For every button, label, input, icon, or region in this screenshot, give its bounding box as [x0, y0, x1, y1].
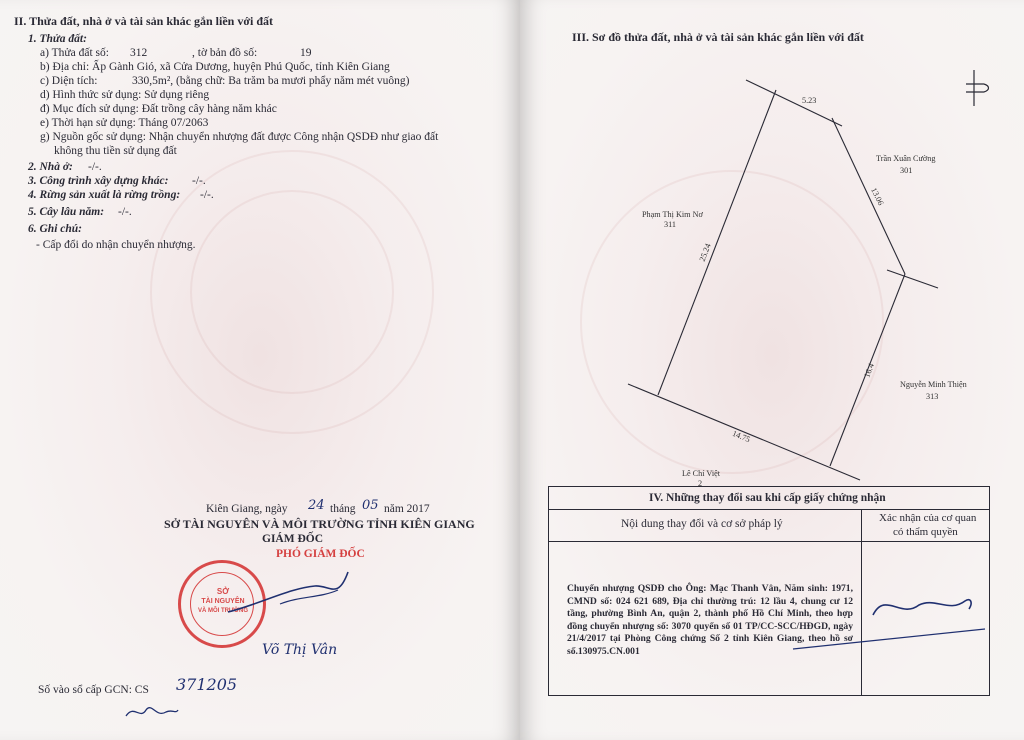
area-label: c) Diện tích:: [40, 75, 98, 87]
length-northeast: 13.06: [869, 186, 886, 207]
length-top: 5.23: [802, 96, 817, 105]
date-month-label: tháng: [330, 503, 356, 515]
changes-table-header: [549, 487, 989, 510]
parcel-number: 312: [130, 47, 148, 59]
house-value: -/-.: [88, 161, 102, 173]
parcel-boundary-northeast: [832, 118, 905, 274]
parcel-boundary-west: [658, 90, 776, 395]
length-west: 25.24: [697, 242, 713, 263]
land-heading: 1. Thửa đất:: [28, 33, 87, 45]
origin-line-1: g) Nguồn gốc sử dụng: Nhận chuyển nhượng đất được Công nhận QSDĐ như giao đất: [40, 131, 439, 143]
deputy-director-title: PHÓ GIÁM ĐỐC: [276, 548, 365, 560]
date-day: 24: [308, 498, 325, 513]
use-purpose: đ) Mục đích sử dụng: Đất trồng cây hàng năm khác: [40, 103, 277, 115]
registry-number: 371205: [176, 675, 238, 694]
length-south: 14.75: [730, 428, 752, 445]
parcel-boundary-top: [746, 80, 842, 126]
director-title: GIÁM ĐỐC: [262, 533, 324, 545]
map-number: 19: [300, 47, 312, 59]
works-value: -/-.: [192, 175, 206, 187]
neighbor-east-number: 313: [926, 392, 939, 401]
map-label: , tờ bản đồ số:: [192, 47, 258, 59]
changes-table-subheader: [549, 509, 989, 542]
use-form: d) Hình thức sử dụng: Sử dụng riêng: [40, 89, 210, 101]
area-value: 330,5m², (bằng chữ: Ba trăm ba mươi phẩy năm mét vuông): [132, 75, 410, 87]
neighbor-east-name: Nguyễn Minh Thiện: [900, 380, 967, 389]
changes-table: [548, 486, 990, 696]
length-east: 16.4: [862, 362, 876, 379]
trees-heading: 5. Cây lâu năm:: [28, 206, 105, 218]
notes-heading: 6. Ghi chú:: [28, 223, 82, 235]
stamp-text-top: SỞ: [216, 587, 230, 596]
forest-value: -/-.: [200, 189, 214, 201]
date-month: 05: [362, 498, 379, 513]
use-term: e) Thời hạn sử dụng: Tháng 07/2063: [40, 117, 209, 129]
column-content: Nội dung thay đổi và cơ sở pháp lý: [621, 518, 783, 530]
origin-line-2: không thu tiền sử dụng đất: [54, 145, 177, 157]
confirmation-signature-icon: [789, 583, 987, 653]
column-confirmation-1: Xác nhận của cơ quan: [879, 512, 977, 524]
stamp-text-bottom: VÀ MÔI TRƯỜNG: [197, 608, 249, 614]
parcel-boundary-east-ext: [887, 270, 938, 288]
section-4-title: IV. Những thay đổi sau khi cấp giấy chứng nhận: [649, 492, 886, 504]
house-heading: 2. Nhà ở:: [28, 161, 73, 173]
works-heading: 3. Công trình xây dựng khác:: [28, 175, 169, 187]
trees-value: -/-.: [118, 206, 132, 218]
date-prefix: Kiên Giang, ngày: [206, 503, 288, 515]
date-year: năm 2017: [384, 503, 430, 515]
neighbor-west-number: 311: [664, 220, 676, 229]
stamp-text-mid: TÀI NGUYÊN: [201, 598, 245, 605]
neighbor-northeast-number: 301: [900, 166, 913, 175]
neighbor-south-number: 2: [698, 479, 703, 488]
note-1: - Cấp đổi do nhận chuyển nhượng.: [36, 239, 196, 251]
parcel-label: a) Thửa đất số:: [40, 47, 109, 59]
forest-heading: 4. Rừng sản xuất là rừng trồng:: [28, 189, 181, 201]
section-3-title: III. Sơ đồ thửa đất, nhà ở và tài sản khác gắn liền với đất: [572, 30, 864, 44]
section-2-title: II. Thửa đất, nhà ở và tài sản khác gắn liền với đất: [14, 14, 274, 28]
address: b) Địa chỉ: Ấp Gành Gió, xã Cửa Dương, huyện Phú Quốc, tỉnh Kiên Giang: [40, 61, 390, 73]
registry-label: Số vào sổ cấp GCN: CS: [38, 684, 149, 696]
change-entry: Chuyển nhượng QSDĐ cho Ông: Mạc Thanh Vân, Năm sinh: 1971, CMND số: 024 621 689, Địa chỉ thường trú: 12 lầu 4, chung cư 12 tầng, phường Bình An, quận 2, thành phố Hồ Chí Minh, theo hợp đồng chuyển nhượng số: 3070 quyển số 01 TP/CC-SCC/HĐGD, ngày 21/4/2017 tại Phòng Công chứng Số 2 tỉnh Kiên Giang, theo hồ sơ số.130975.CN.001: [567, 583, 853, 657]
neighbor-northeast-name: Trần Xuân Cường: [876, 154, 936, 163]
neighbor-south-name: Lê Chí Việt: [682, 469, 721, 478]
signer-name: Võ Thị Vân: [262, 642, 338, 658]
column-confirmation-2: có thẩm quyền: [893, 526, 958, 538]
neighbor-west-name: Phạm Thị Kim Nơ: [642, 210, 703, 219]
issuing-agency: SỞ TÀI NGUYÊN VÀ MÔI TRƯỜNG TỈNH KIÊN GIANG: [164, 517, 475, 531]
